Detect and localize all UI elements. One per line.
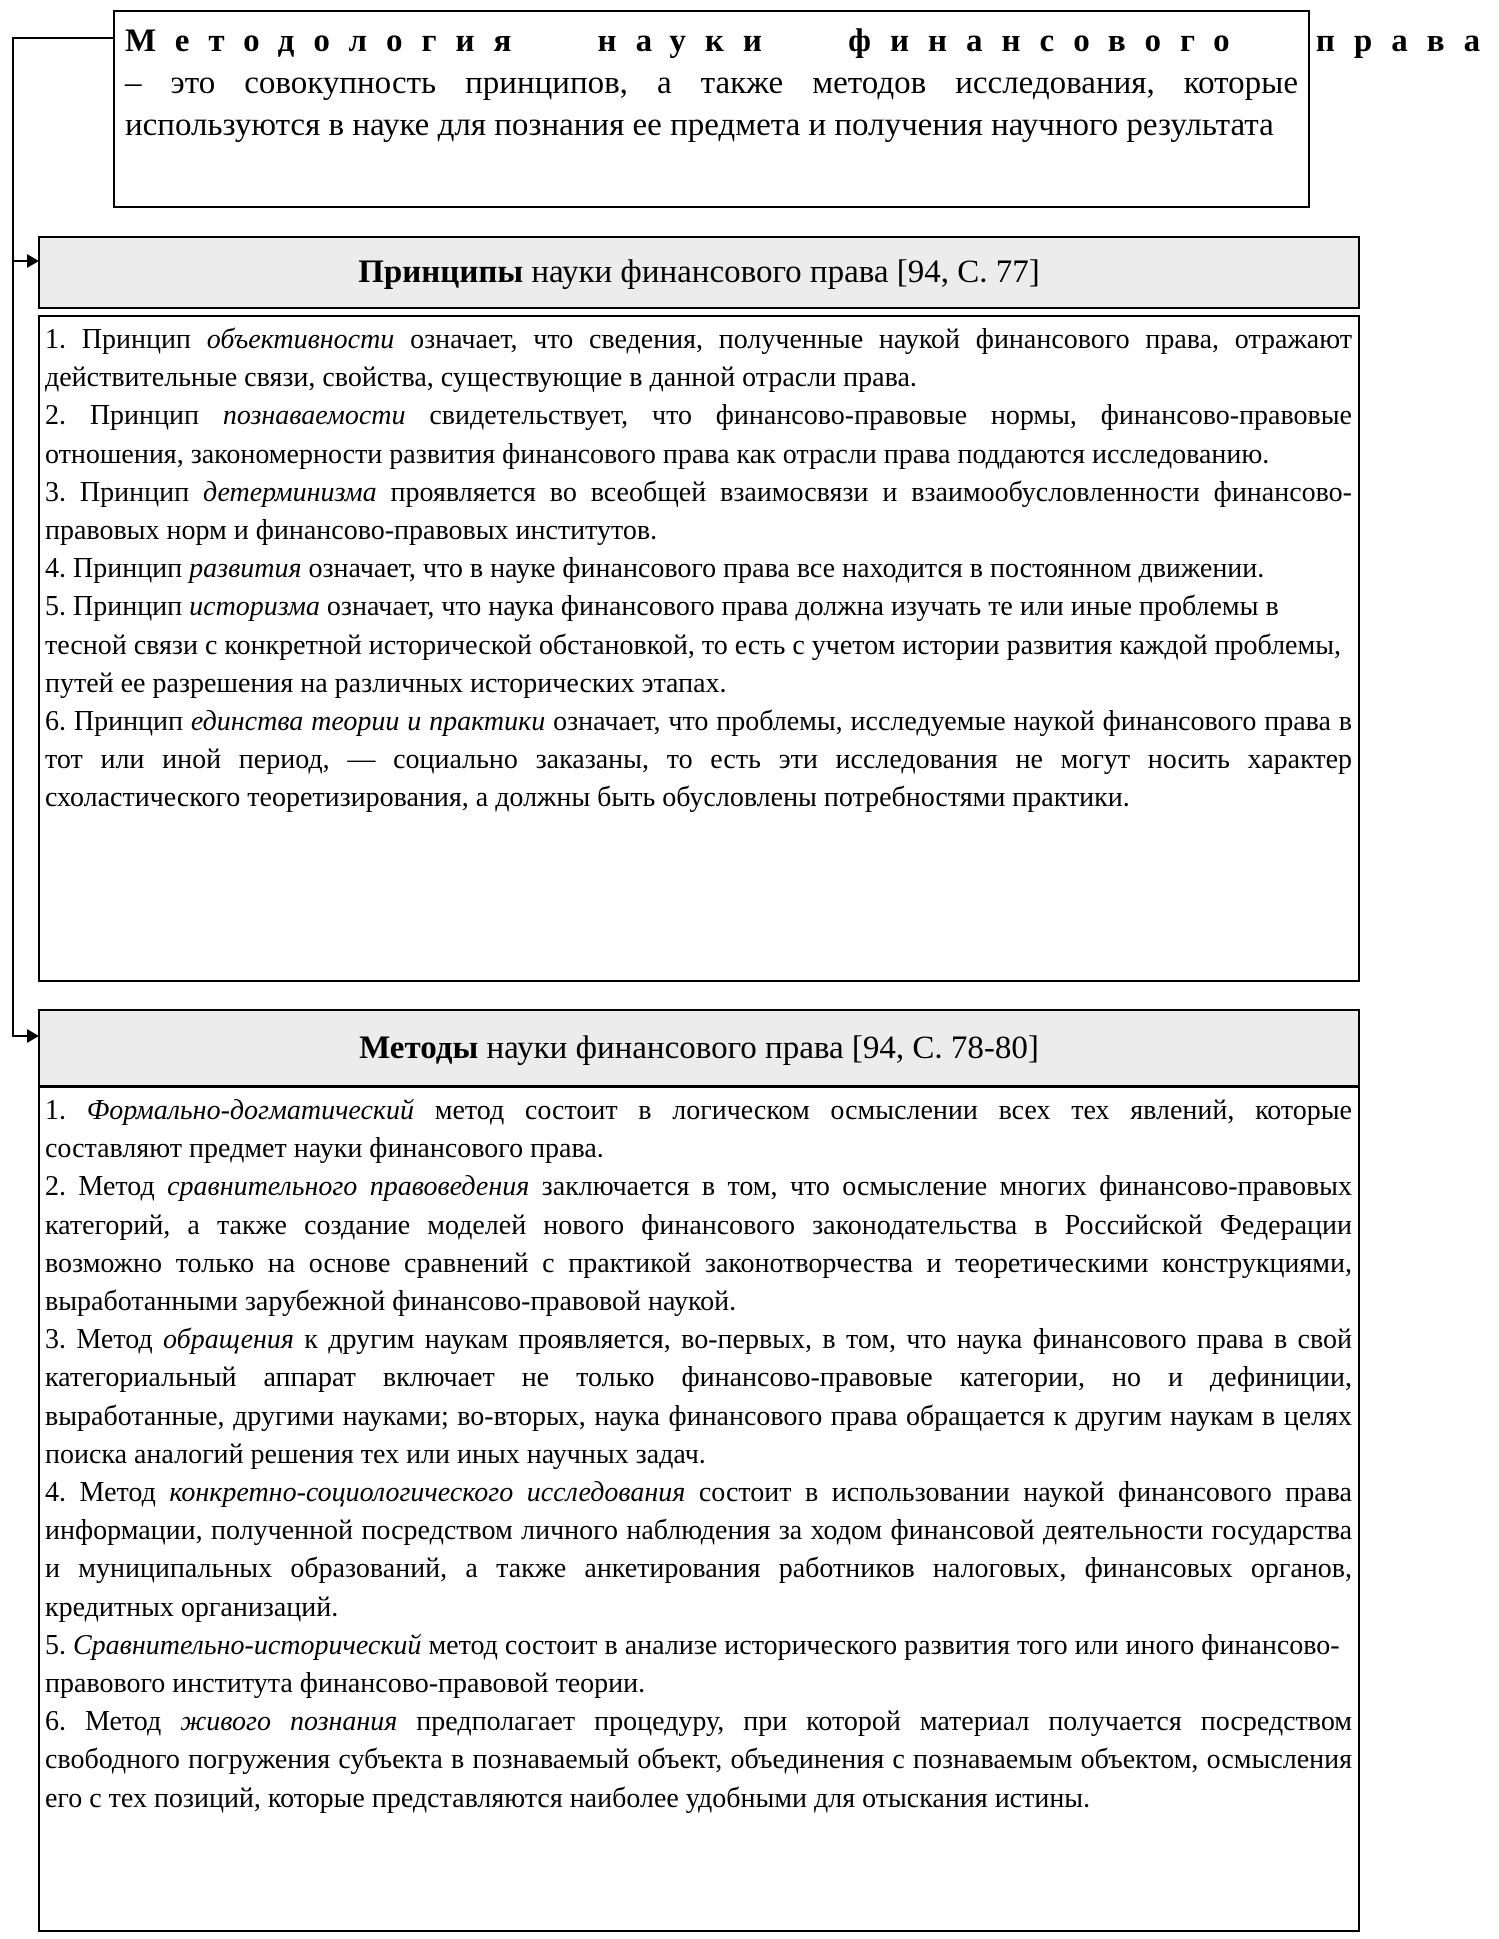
principles-header: [38, 236, 1360, 309]
principle-item: [45, 321, 1352, 397]
item-term: развития: [189, 553, 302, 585]
method-item: [45, 1168, 1352, 1321]
item-text: метод состоит в анализе исторического развития того или иного финансово-правового института финансово-правовой теории.: [45, 1629, 1340, 1700]
item-prefix: 2. Принцип: [45, 400, 223, 432]
item-term: Формально-догматический: [86, 1095, 415, 1126]
item-text: означает, что в науке финансового права все находится в постоянном движении.: [301, 553, 1265, 585]
item-prefix: 1. Принцип: [45, 324, 207, 355]
principle-item: [45, 703, 1352, 818]
methods-list: [38, 1086, 1360, 1932]
methods-header: [38, 1009, 1360, 1087]
item-term: конкретно-социологического исследования: [169, 1477, 686, 1509]
item-prefix: 6. Принцип: [45, 706, 191, 738]
method-item: [45, 1321, 1352, 1474]
item-text: означает, что проблемы, исследуемые наукой финансового права в тот или иной период, — социально заказаны, то есть эти исследования не могут носить характер схоластического теоретизирования, а должны быть обусловлены потребностями практики.: [45, 706, 1352, 814]
method-item: [45, 1703, 1352, 1818]
item-term: обращения: [163, 1324, 294, 1356]
principle-item: [45, 474, 1352, 550]
principles-header-rest: науки финансового права [94, С. 77]: [523, 254, 1040, 290]
principles-list: [38, 315, 1360, 982]
methods-header-rest: науки финансового права [94, С. 78-80]: [478, 1030, 1039, 1066]
connector-line-top: [12, 37, 114, 39]
item-term: единства теории и практики: [190, 706, 546, 738]
principle-item: [45, 550, 1352, 588]
item-term: объективности: [206, 324, 395, 355]
item-prefix: 4. Метод: [45, 1477, 170, 1509]
item-text: означает, что сведения, полученные наукой финансового права, отражают действительные связи, свойства, существующие в данной отрасли права.: [45, 324, 1352, 394]
method-item: [45, 1092, 1352, 1168]
item-text: к другим наукам проявляется, во-первых, в том, что наука финансового права в свой категориальный аппарат включает не только финансово-правовые категории, но и дефиниции, выработанные, другими науками; во-вторых, наука финансового права обращается к другим наукам в целях поиска аналогий решения тех или иных научных задач.: [45, 1324, 1352, 1470]
item-term: познаваемости: [222, 400, 406, 432]
connector-line-methods: [12, 1035, 28, 1037]
definition-text: – это совокупность принципов, а также методов исследования, которые используются в науке для познания ее предмета и получения научного результата: [125, 65, 1298, 143]
item-text: метод состоит в логическом осмыслении всех тех явлений, которые составляют предмет науки финансового права.: [45, 1095, 1352, 1165]
item-prefix: 1.: [45, 1095, 87, 1126]
principle-item: [45, 397, 1352, 473]
definition-box: [113, 10, 1499, 208]
connector-line-principles: [12, 260, 28, 262]
methods-header-bold: Методы: [359, 1030, 479, 1066]
item-text: состоит в использовании наукой финансового права информации, полученной посредством личного наблюдения за ходом финансовой деятельности государства и муниципальных образований, а также анкетирования работников налоговых, финансовых органов, кредитных организаций.: [45, 1477, 1352, 1623]
method-item: [45, 1627, 1352, 1703]
principles-header-bold: Принципы: [358, 254, 524, 290]
item-prefix: 2. Метод: [45, 1171, 168, 1203]
definition-title: Методология науки финансового права: [125, 23, 1499, 59]
item-prefix: 3. Метод: [45, 1324, 164, 1356]
item-term: историзма: [189, 591, 320, 623]
item-text: означает, что наука финансового права должна изучать те или иные проблемы в тесной связи с конкретной исторической обстановкой, то есть с учетом истории развития каждой проблемы, путей ее разрешения на различных исторических этапах.: [45, 591, 1342, 699]
method-item: [45, 1474, 1352, 1627]
item-text: предполагает процедуру, при которой материал получается посредством свободного погружения субъекта в познаваемый объект, объединения с познаваемым объектом, осмысления его с тех позиций, которые представляются наиболее удобными для отыскания истины.: [45, 1706, 1353, 1814]
item-prefix: 3. Принцип: [45, 476, 203, 508]
connector-line-vertical: [12, 37, 14, 1037]
item-text: заключается в том, что осмысление многих финансово-правовых категорий, а также создание моделей нового финансового законодательства в Российской Федерации возможно только на основе сравнений с практикой законотворчества и теоретическими конструкциями, выработанными зарубежной финансово-правовой наукой.: [45, 1171, 1352, 1318]
principle-item: [45, 588, 1352, 703]
item-prefix: 4. Принцип: [45, 553, 190, 585]
item-prefix: 6. Метод: [45, 1706, 181, 1738]
item-term: Сравнительно-исторический: [73, 1629, 422, 1661]
item-text: проявляется во всеобщей взаимосвязи и взаимообусловленности финансово-правовых норм и финансово-правовых институтов.: [45, 476, 1352, 547]
item-term: сравнительного правоведения: [167, 1171, 530, 1203]
item-term: живого познания: [180, 1706, 398, 1738]
item-term: детерминизма: [202, 476, 377, 508]
item-prefix: 5.: [45, 1629, 73, 1661]
item-text: свидетельствует, что финансово-правовые нормы, финансово-правовые отношения, закономерности развития финансового права как отрасли права поддаются исследованию.: [45, 400, 1352, 470]
item-prefix: 5. Принцип: [45, 591, 190, 623]
